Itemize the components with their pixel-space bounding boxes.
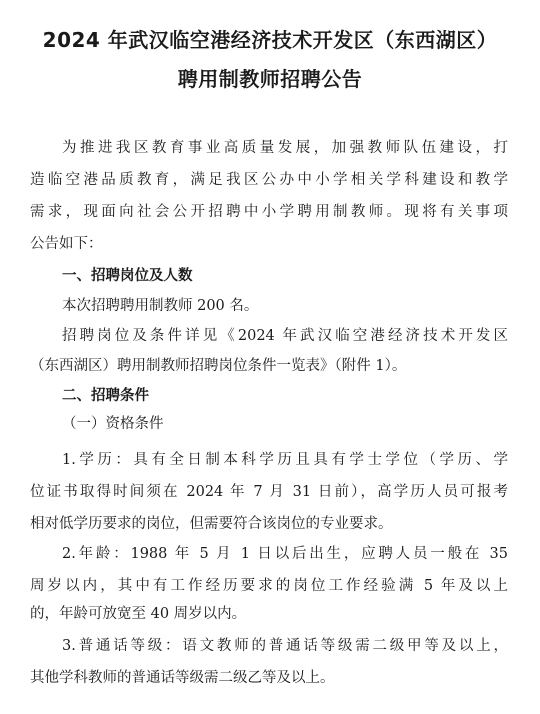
intro-line-2: 造临空港品质教育，满足我区公办中小学相关学科建设和教学 (30, 172, 508, 188)
item2-line-2: 周岁以内，其中有工作经历要求的岗位工作经验满 5 年及以上 (30, 578, 508, 594)
document-title-line2: 聘用制教师招聘公告 (177, 67, 363, 91)
subsection1-heading: （一）资格条件 (62, 416, 164, 432)
section1-paragraph-1: 本次招聘聘用制教师 200 名。 (62, 298, 259, 314)
item1-line-3: 相对低学历要求的岗位，但需要符合该岗位的专业要求。 (30, 516, 393, 532)
intro-line-3: 需求，现面向社会公开招聘中小学聘用制教师。现将有关事项 (30, 204, 508, 220)
item1-line-1: 1.学历：具有全日制本科学历且具有学士学位（学历、学 (62, 452, 508, 468)
section1-paragraph-2-line-2: （东西湖区）聘用制教师招聘岗位条件一览表》（附件 1）。 (30, 358, 407, 374)
section1-paragraph-2-line-1: 招聘岗位及条件详见《2024 年武汉临空港经济技术开发区 (62, 328, 508, 344)
section1-heading: 一、招聘岗位及人数 (62, 268, 193, 284)
intro-line-1: 为推进我区教育事业高质量发展，加强教师队伍建设，打 (62, 140, 508, 156)
section2-heading: 二、招聘条件 (62, 388, 149, 404)
document-title-line1: 2024 年武汉临空港经济技术开发区（东西湖区） (42, 28, 498, 52)
item2-line-1: 2.年龄：1988 年 5 月 1 日以后出生，应聘人员一般在 35 (62, 546, 508, 562)
intro-line-4: 公告如下： (30, 236, 103, 252)
item2-line-3: 的，年龄可放宽至 40 周岁以内。 (30, 606, 247, 622)
item1-line-2: 位证书取得时间须在 2024 年 7 月 31 日前），高学历人员可报考 (30, 484, 508, 500)
item3-line-2: 其他学科教师的普通话等级需二级乙等及以上。 (30, 670, 335, 686)
item3-line-1: 3.普通话等级：语文教师的普通话等级需二级甲等及以上， (62, 638, 508, 654)
